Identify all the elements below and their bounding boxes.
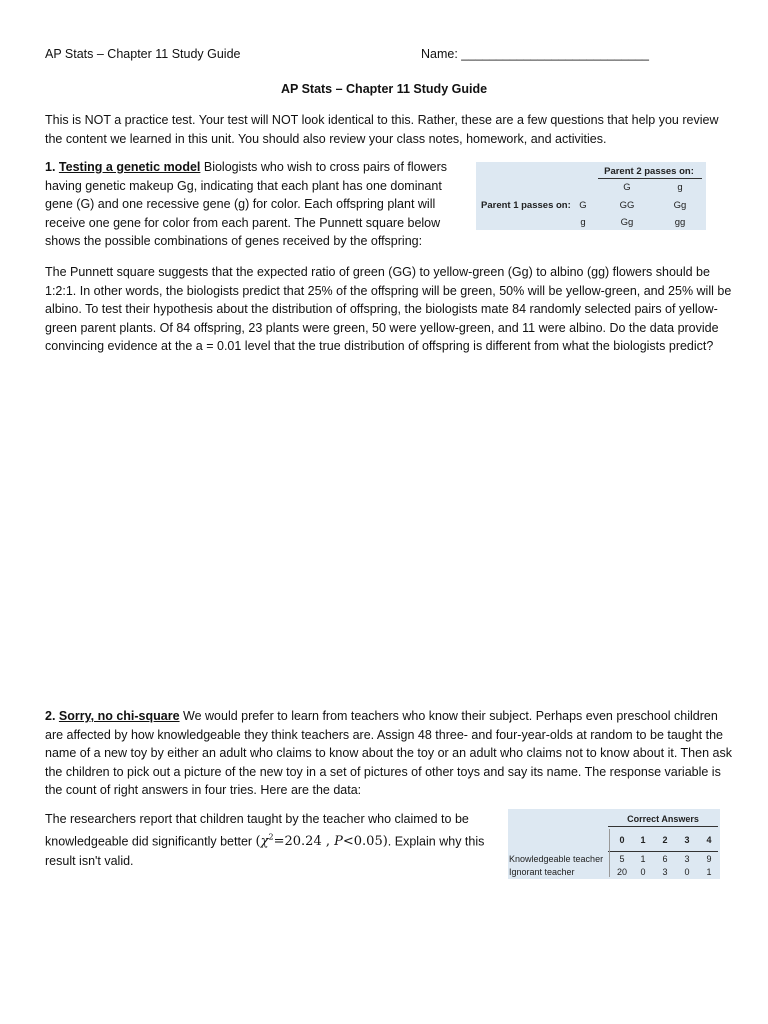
cell-know-4: 9	[706, 854, 712, 864]
formula-p: P	[334, 833, 343, 849]
report-text-after: . Explain why this result isn't valid.	[45, 833, 485, 868]
question-1	[45, 158, 455, 251]
punnett-cell-gg: gg	[674, 217, 686, 228]
row-label-knowledgeable: Knowledgeable teacher	[509, 854, 604, 864]
cell-ign-0: 20	[616, 867, 627, 877]
col-header-2: 2	[662, 835, 668, 845]
cell-know-2: 6	[662, 854, 668, 864]
punnett-row-G: G	[579, 200, 587, 211]
formula-exponent: 2	[268, 832, 274, 842]
chi-square-formula: ($\chi^2=20.24$ , P<0.05)	[255, 832, 388, 849]
correct-answers-rule-2	[608, 851, 718, 852]
punnett-cell-Gg-bottom: Gg	[620, 217, 634, 228]
question-2-number: 2.	[45, 709, 56, 723]
punnett-square-table	[476, 162, 706, 230]
punnett-cell-GG: GG	[619, 200, 635, 211]
col-header-1: 1	[640, 835, 646, 845]
col-header-3: 3	[684, 835, 690, 845]
table-divider	[609, 829, 610, 877]
report-text-before: The researchers report that children taught by the teacher who claimed to be knowledgeable did significantly better	[45, 812, 469, 848]
correct-answers-header: Correct Answers	[627, 814, 699, 824]
punnett-parent1-label: Parent 1 passes on:	[481, 200, 571, 211]
formula-value: =20.24 ,	[273, 833, 330, 849]
question-1-paragraph: The Punnett square suggests that the expected ratio of green (GG) to yellow-green (Gg) to albino (gg) flowers should be 1:2:1. In other words, the biologists predict that 25% of the offspring will be green, 50% will be yellow-green, and 25% will be albino. To test their hypothesis about the distribution of offspring, the biologists mate 84 randomly selected pairs of yellow-green parent plants. Of 84 offspring, 23 plants were green, 50 were yellow-green, and 11 were albino. Do the data provide convincing evidence at the a = 0.01 level that the true distribution of offspring is different from what the biologists predict?	[45, 265, 732, 354]
question-2	[45, 707, 735, 800]
cell-know-3: 3	[684, 854, 690, 864]
cell-ign-1: 0	[640, 867, 646, 877]
header-course-title: AP Stats – Chapter 11 Study Guide	[45, 47, 241, 61]
page-title: AP Stats – Chapter 11 Study Guide	[280, 82, 488, 96]
question-1-heading: Testing a genetic model	[58, 160, 201, 174]
punnett-col-g: g	[677, 182, 683, 193]
punnett-row-g: g	[580, 217, 586, 228]
correct-answers-rule	[608, 826, 718, 827]
cell-ign-2: 3	[662, 867, 668, 877]
formula-p-value: <0.05	[342, 833, 383, 849]
question-1-number: 1.	[45, 160, 56, 174]
cell-know-1: 1	[640, 854, 646, 864]
correct-answers-table	[508, 809, 720, 879]
header-name-field: Name: ___________________________	[421, 47, 649, 61]
col-header-4: 4	[706, 835, 712, 845]
cell-know-0: 5	[619, 854, 625, 864]
question-2-text: We would prefer to learn from teachers who know their subject. Perhaps even preschool children are affected by how knowledgeable they think teachers are. Assign 48 three- and four-year-olds at random to be taught the name of a new toy by either an adult who claims to know about the toy or an adult who claims not to know about it. Then ask the children to pick out a picture of the new toy in a set of pictures of other toys and say its name. The response variable is the count of right answers in four tries. Here are the data:	[45, 709, 732, 798]
col-header-0: 0	[619, 835, 625, 845]
punnett-parent2-header: Parent 2 passes on:	[604, 166, 694, 177]
formula-chi: χ	[260, 833, 269, 849]
cell-ign-4: 1	[706, 867, 712, 877]
intro-paragraph: This is NOT a practice test. Your test will NOT look identical to this. Rather, these are a few questions that help you review the content we learned in this unit. You should also review your class notes, homework, and activities.	[45, 113, 719, 146]
row-label-ignorant: Ignorant teacher	[509, 867, 575, 877]
cell-ign-3: 0	[684, 867, 690, 877]
punnett-cell-Gg-top: Gg	[673, 200, 687, 211]
punnett-col-G: G	[623, 182, 631, 193]
question-2-heading: Sorry, no chi-square	[58, 709, 180, 723]
question-2-report	[45, 810, 505, 870]
punnett-header-rule	[598, 178, 702, 179]
question-1-text: Biologists who wish to cross pairs of flowers having genetic makeup Gg, indicating that each plant has one dominant gene (G) and one recessive gene (g) for color. Each offspring plant will receive one gene for color from each parent. The Punnett square below shows the possible combinations of genes received by the offspring:	[45, 160, 448, 249]
